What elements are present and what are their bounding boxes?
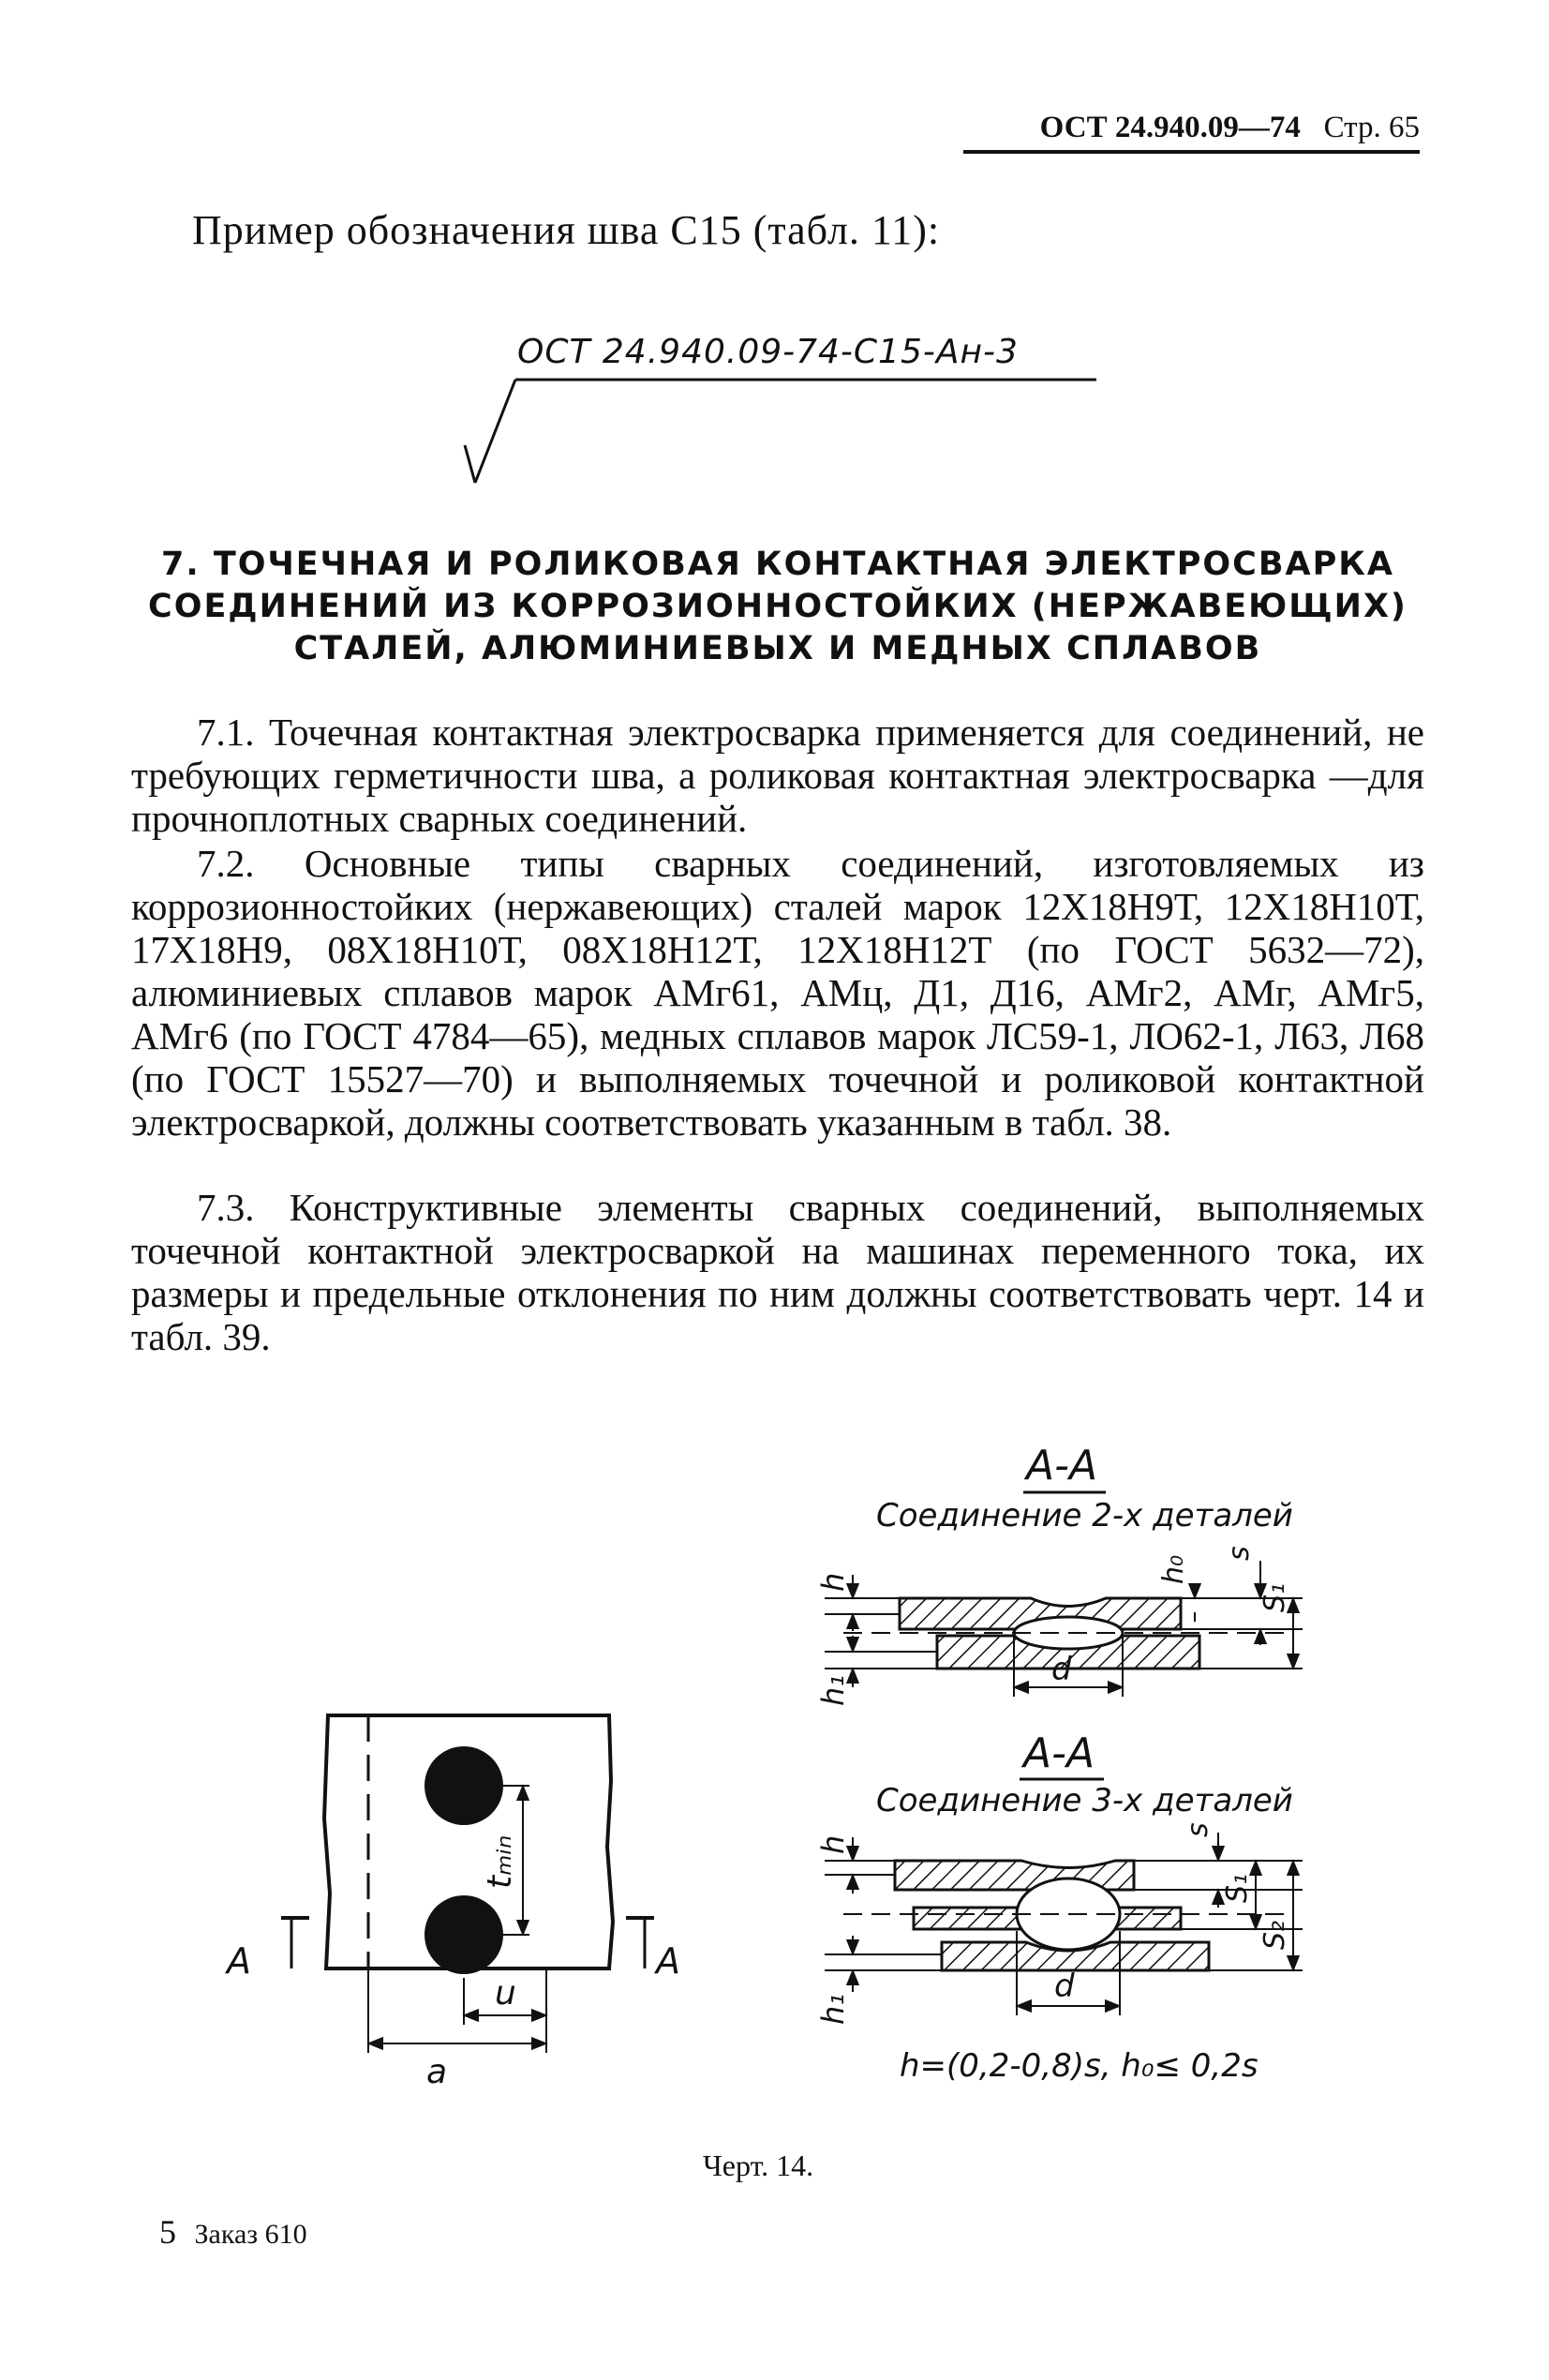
plan-view <box>224 1715 680 2091</box>
section-3-parts <box>815 1729 1303 2085</box>
section-2-parts <box>815 1442 1303 1706</box>
footer <box>159 2212 307 2252</box>
section1-title: А-А <box>1026 1442 1098 1489</box>
heading-line: СОЕДИНЕНИЙ ИЗ КОРРОЗИОННОСТОЙКИХ (НЕРЖАВЕЮЩИХ) <box>148 588 1408 625</box>
section1-subtitle: Соединение 2-х деталей <box>876 1497 1293 1534</box>
paragraph-7-3: 7.3. Конструктивные элементы сварных соединений, выполняемых точечной контактной электросваркой на машинах переменного тока, их размеры и предельные отклонения по ним должны соответствовать черт. 14 и табл. 39. <box>131 1186 1424 1358</box>
paragraph-7-2: 7.2. Основные типы сварных соединений, изготовляемых из коррозионностойких (нержавеющих) сталей марок 12Х18Н9Т, 12Х18Н10Т, 17Х18Н9, 08Х18Н10Т, 08Х18Н12Т, 12Х18Н12Т (по ГОСТ 5632—72), алюминиевых сплавов марок АМг61, АМц, Д1, Д16, АМг2, АМг, АМг5, АМг6 (по ГОСТ 4784—65), медных сплавов марок ЛС59-1, ЛО62-1, Л63, Л68 (по ГОСТ 15527—70) и выполняемых точечной и роликовой контактной электросваркой, должны соответствовать указанным в табл. 38. <box>131 842 1424 1144</box>
section2-title: А-А <box>1023 1729 1095 1777</box>
figure-caption: Черт. 14. <box>703 2148 814 2182</box>
heading-line: СТАЛЕЙ, АЛЮМИНИЕВЫХ И МЕДНЫХ СПЛАВОВ <box>293 630 1262 667</box>
heading-line: 7. ТОЧЕЧНАЯ И РОЛИКОВАЯ КОНТАКТНАЯ ЭЛЕКТРОСВАРКА <box>161 546 1394 583</box>
h1-label-2: h₁ <box>815 1993 851 2025</box>
example-line: Пример обозначения шва С15 (табл. 11): <box>192 207 941 253</box>
section2-subtitle: Соединение 3-х деталей <box>876 1782 1293 1819</box>
h1-label-1: h₁ <box>815 1674 851 1706</box>
footer-page-number: 5 <box>159 2213 176 2251</box>
s1-label-1: S₁ <box>1259 1582 1291 1612</box>
section-letter-right: А <box>656 1940 680 1982</box>
section-letter-left: А <box>227 1940 251 1982</box>
tmin-label: tₘᵢₙ <box>481 1834 519 1889</box>
weld-mark: ОСТ 24.940.09-74-С15-Ан-3 <box>517 333 1019 371</box>
formula: h=(0,2-0,8)s, h₀≤ 0,2s <box>900 2047 1259 2085</box>
h-label-1: h <box>815 1572 851 1592</box>
footer-order: Заказ 610 <box>194 2219 307 2250</box>
paragraph-7-1: 7.1. Точечная контактная электросварка применяется для соединений, не требующих герметичности шва, а роликовая контактная электросварка —для прочноплотных сварных соединений. <box>131 711 1424 840</box>
s1-label-2: S₁ <box>1221 1873 1254 1903</box>
u-label: u <box>495 1974 516 2013</box>
s-label-2: s <box>1182 1822 1214 1837</box>
standard-code: ОСТ 24.940.09—74 <box>1039 111 1301 144</box>
a-label: a <box>426 2053 448 2091</box>
h0-label: h₀ <box>1157 1554 1190 1584</box>
d-label-1: d <box>1051 1651 1072 1688</box>
d-label-2: d <box>1054 1968 1075 2005</box>
h-label-2: h <box>815 1834 851 1854</box>
s2-label: S₂ <box>1259 1920 1291 1950</box>
s-label-1: s <box>1223 1546 1256 1561</box>
page-number: Стр. 65 <box>1323 111 1420 144</box>
